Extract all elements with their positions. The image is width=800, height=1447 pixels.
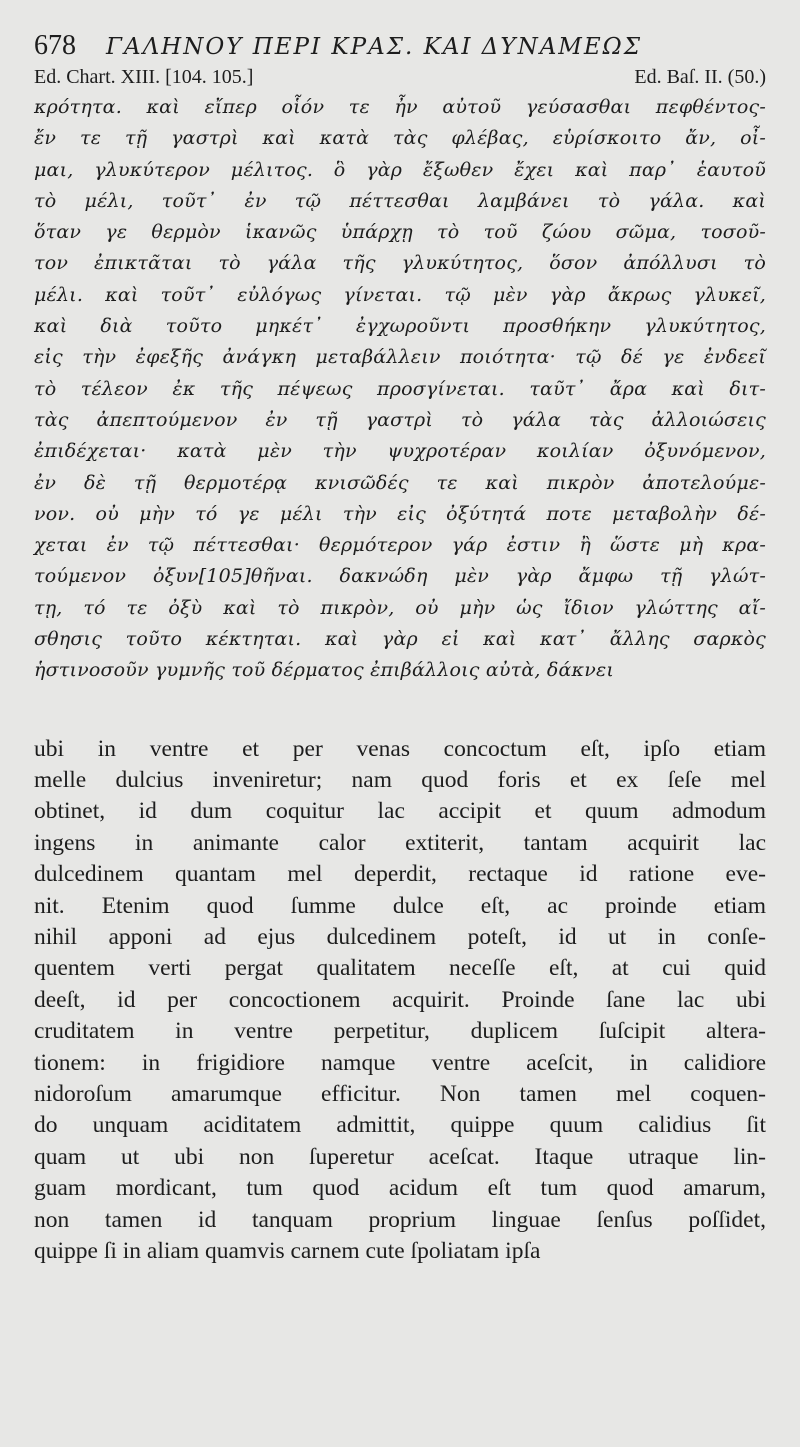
greek-line: τὸ τέλεον ἐκ τῆς πέψεως προσγίνεται. ταῦτ᾽ ἄρα καὶ διτ-	[34, 377, 766, 400]
column-gap	[34, 687, 766, 734]
latin-line: do unquam aciditatem admittit, quippe quum calidius ſit	[34, 1112, 766, 1139]
latin-line: dulcedinem quantam mel deperdit, rectaque id ratione eve-	[34, 861, 766, 888]
greek-line: μέλι. καὶ τοῦτ᾽ εὐλόγως γίνεται. τῷ μὲν γὰρ ἄκρως γλυκεῖ,	[34, 283, 766, 306]
greek-line: τὸ μέλι, τοῦτ᾽ ἐν τῷ πέττεσθαι λαμβάνει τὸ γάλα. καὶ	[34, 189, 766, 212]
greek-line: νον. οὐ μὴν τό γε μέλι τὴν εἰς ὀξύτητά ποτε μεταβολὴν δέ-	[34, 502, 766, 525]
page-number: 678	[34, 30, 76, 61]
latin-line: guam mordicant, tum quod acidum eſt tum quod amarum,	[34, 1175, 766, 1202]
greek-line: ὅταν γε θερμὸν ἱκανῶς ὑπάρχῃ τὸ τοῦ ζώου σῶμα, τοσοῦ-	[34, 221, 766, 244]
latin-line: melle dulcius inveniretur; nam quod foris et ex ſeſe mel	[34, 767, 766, 794]
greek-line: τον ἐπικτᾶται τὸ γάλα τῆς γλυκύτητος, ὅσον ἀπόλλυσι τὸ	[34, 252, 766, 275]
latin-line: quam ut ubi non ſuperetur aceſcat. Itaque utraque lin-	[34, 1143, 766, 1170]
edition-basel: Ed. Baſ. II. (50.)	[634, 66, 766, 88]
greek-line: τούμενον ὀξυν[105]θῆναι. δακνώδη μὲν γὰρ ἄμφω τῇ γλώτ-	[34, 565, 766, 588]
latin-line: nit. Etenim quod ſumme dulce eſt, ac proinde etiam	[34, 892, 766, 919]
latin-line: obtinet, id dum coquitur lac accipit et quum admodum	[34, 798, 766, 825]
latin-line: quentem verti pergat qualitatem neceſſe eſt, at cui quid	[34, 955, 766, 982]
greek-line: τῃ, τό τε ὀξὺ καὶ τὸ πικρὸν, οὐ μὴν ὡς ἴδιον γλώττης αἴ-	[34, 596, 766, 619]
latin-line: quippe ſi in aliam quamvis carnem cute ſpoliatam ipſa	[34, 1237, 541, 1264]
greek-line: εἰς τὴν ἐφεξῆς ἀνάγκη μεταβάλλειν ποιότητα· τῷ δέ γε ἐνδεεῖ	[34, 346, 766, 369]
greek-line: ἡστινοσοῦν γυμνῆς τοῦ δέρματος ἐπιβάλλοις αὐτὰ, δάκνει	[34, 659, 615, 682]
greek-line: μαι, γλυκύτερον μέλιτος. ὃ γὰρ ἔξωθεν ἔχει καὶ παρ᾽ ἑαυτοῦ	[34, 158, 766, 181]
edition-chartier: Ed. Chart. XIII. [104. 105.]	[34, 66, 254, 88]
latin-text-block	[34, 734, 766, 1268]
latin-line: non tamen id tanquam proprium linguae ſenſus poſſidet,	[34, 1206, 766, 1233]
greek-text-block	[34, 92, 766, 687]
latin-line: nidoroſum amarumque efficitur. Non tamen mel coquen-	[34, 1080, 766, 1107]
running-head	[34, 24, 766, 68]
greek-line: χεται ἐν τῷ πέττεσθαι· θερμότερον γάρ ἐστιν ἢ ὥστε μὴ κρα-	[34, 534, 766, 557]
greek-line: ἐν δὲ τῇ θερμοτέρᾳ κνισῶδές τε καὶ πικρὸν ἀποτελούμε-	[34, 471, 766, 494]
latin-line: deeſt, id per concoctionem acquirit. Proinde ſane lac ubi	[34, 986, 766, 1013]
greek-line: ἐπιδέχεται· κατὰ μὲν τὴν ψυχροτέραν κοιλίαν ὀξυνόμενον,	[34, 440, 766, 463]
greek-line: κρότητα. καὶ εἴπερ οἷόν τε ἦν αὐτοῦ γεύσασθαι πεφθέντος-	[34, 96, 766, 118]
greek-line: καὶ διὰ τοῦτο μηκέτ᾽ ἐγχωροῦντι προσθήκην γλυκύτητος,	[34, 315, 766, 338]
greek-line: τὰς ἀπεπτούμενον ἐν τῇ γαστρὶ τὸ γάλα τὰς ἀλλοιώσεις	[34, 408, 766, 431]
latin-line: tionem: in frigidiore namque ventre aceſcit, in calidiore	[34, 1049, 766, 1076]
latin-line: ubi in ventre et per venas concoctum eſt, ipſo etiam	[34, 735, 766, 762]
greek-line: σθησις τοῦτο κέκτηται. καὶ γὰρ εἰ καὶ κατ᾽ ἄλλης σαρκὸς	[34, 628, 766, 651]
latin-line: nihil apponi ad ejus dulcedinem poteſt, id ut in conſe-	[34, 923, 766, 950]
greek-line: ἔν τε τῇ γαστρὶ καὶ κατὰ τὰς φλέβας, εὑρίσκοιτο ἄν, οἶ-	[34, 127, 766, 150]
latin-line: cruditatem in ventre perpetitur, duplicem ſuſcipit altera-	[34, 1018, 766, 1045]
running-title: ΓΑΛΗΝΟΥ ΠΕΡΙ ΚΡΑΣ. ΚΑΙ ΔΥΝΑΜΕΩΣ	[106, 34, 642, 60]
latin-line: ingens in animante calor extiterit, tantam acquirit lac	[34, 829, 766, 856]
